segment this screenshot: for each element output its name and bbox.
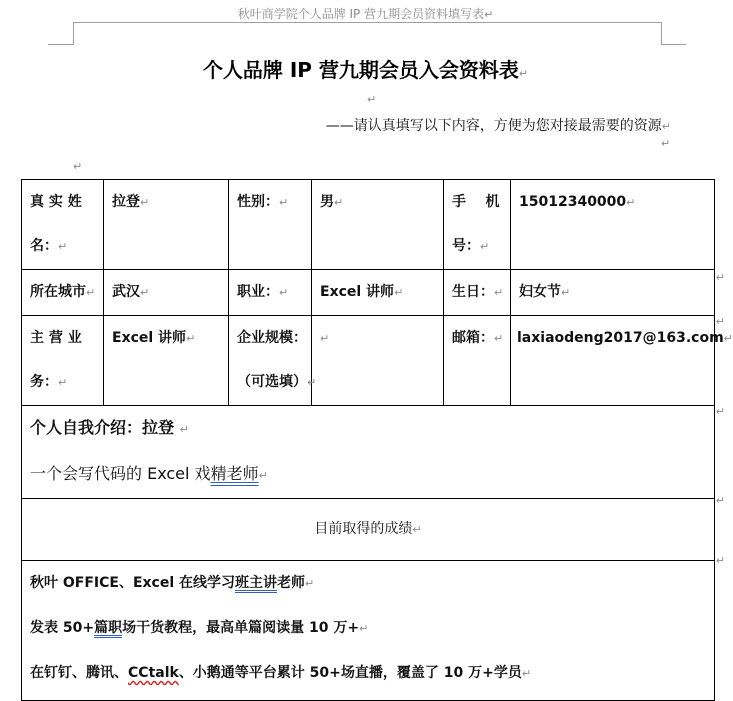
paragraph-mark: ↵ [73,160,83,173]
company-size-value-cell[interactable]: ↵ [312,316,444,406]
header-corner-right-h [661,44,686,45]
job-label-cell: 职业：↵ [229,270,312,316]
name-value-cell[interactable]: 拉登↵ [104,180,229,270]
header-corner-left-h [48,44,74,45]
row-end-mark: ↵ [715,494,725,507]
paragraph-mark: ↵ [661,137,671,150]
document-title: 个人品牌 IP 营九期会员入会资料表↵ [202,58,529,82]
gender-value-cell[interactable]: 男↵ [312,180,444,270]
achievements-title-cell: 目前取得的成绩↵ [22,499,715,561]
header-text: 秋叶商学院个人品牌 IP 营九期会员资料填写表↵ [237,7,494,21]
header-corner-right-v [661,22,662,44]
job-value-cell[interactable]: Excel 讲师↵ [312,270,444,316]
subtitle: ——请认真填写以下内容，方便为您对接最需要的资源↵ [325,118,671,134]
paragraph-mark: ↵ [367,93,377,106]
phone-value-cell[interactable]: 15012340000↵ [511,180,715,270]
table-row [22,406,715,499]
achievements-cell[interactable]: 秋叶 OFFICE、Excel 在线学习班主讲老师↵ 发表 50+篇职场干货教程，最高单篇阅读量 10 万+↵ 在钉钉、腾讯、CCtalk、小鹅通等平台累计 50+场直播，覆盖了 10 万+学员↵ [22,561,715,701]
company-size-label-cell: 企业规模： （可选填）↵ [229,316,312,406]
email-label-cell: 邮箱：↵ [444,316,511,406]
business-label-cell: 主 营 业 务：↵ [22,316,104,406]
name-label-cell: 真 实 姓 名：↵ [22,180,104,270]
city-value-cell[interactable]: 武汉↵ [104,270,229,316]
birthday-value-cell[interactable]: 妇女节↵ [511,270,715,316]
member-info-table [21,179,733,701]
row-end-mark: ↵ [715,271,725,284]
table-row [22,499,715,561]
intro-label: 个人自我介绍：拉登 [30,418,175,437]
business-value-cell[interactable]: Excel 讲师↵ [104,316,229,406]
self-intro-cell[interactable]: 个人自我介绍：拉登 ↵ 一个会写代码的 Excel 戏精老师↵ [22,406,715,499]
row-end-mark: ↵ [715,405,725,418]
phone-label-cell: 手 机 号：↵ [444,180,511,270]
table-row [22,270,715,316]
city-label-cell: 所在城市↵ [22,270,104,316]
table-row [22,561,715,701]
gender-label-cell: 性别：↵ [229,180,312,270]
row-end-mark: ↵ [715,315,725,328]
table-row [22,316,715,406]
header-corner-left-v [73,22,74,44]
table-row [22,180,715,270]
birthday-label-cell: 生日：↵ [444,270,511,316]
header-rule [73,22,661,23]
row-end-mark: ↵ [715,554,725,567]
email-value-cell[interactable]: laxiaodeng2017@163.com↵ [511,316,715,406]
